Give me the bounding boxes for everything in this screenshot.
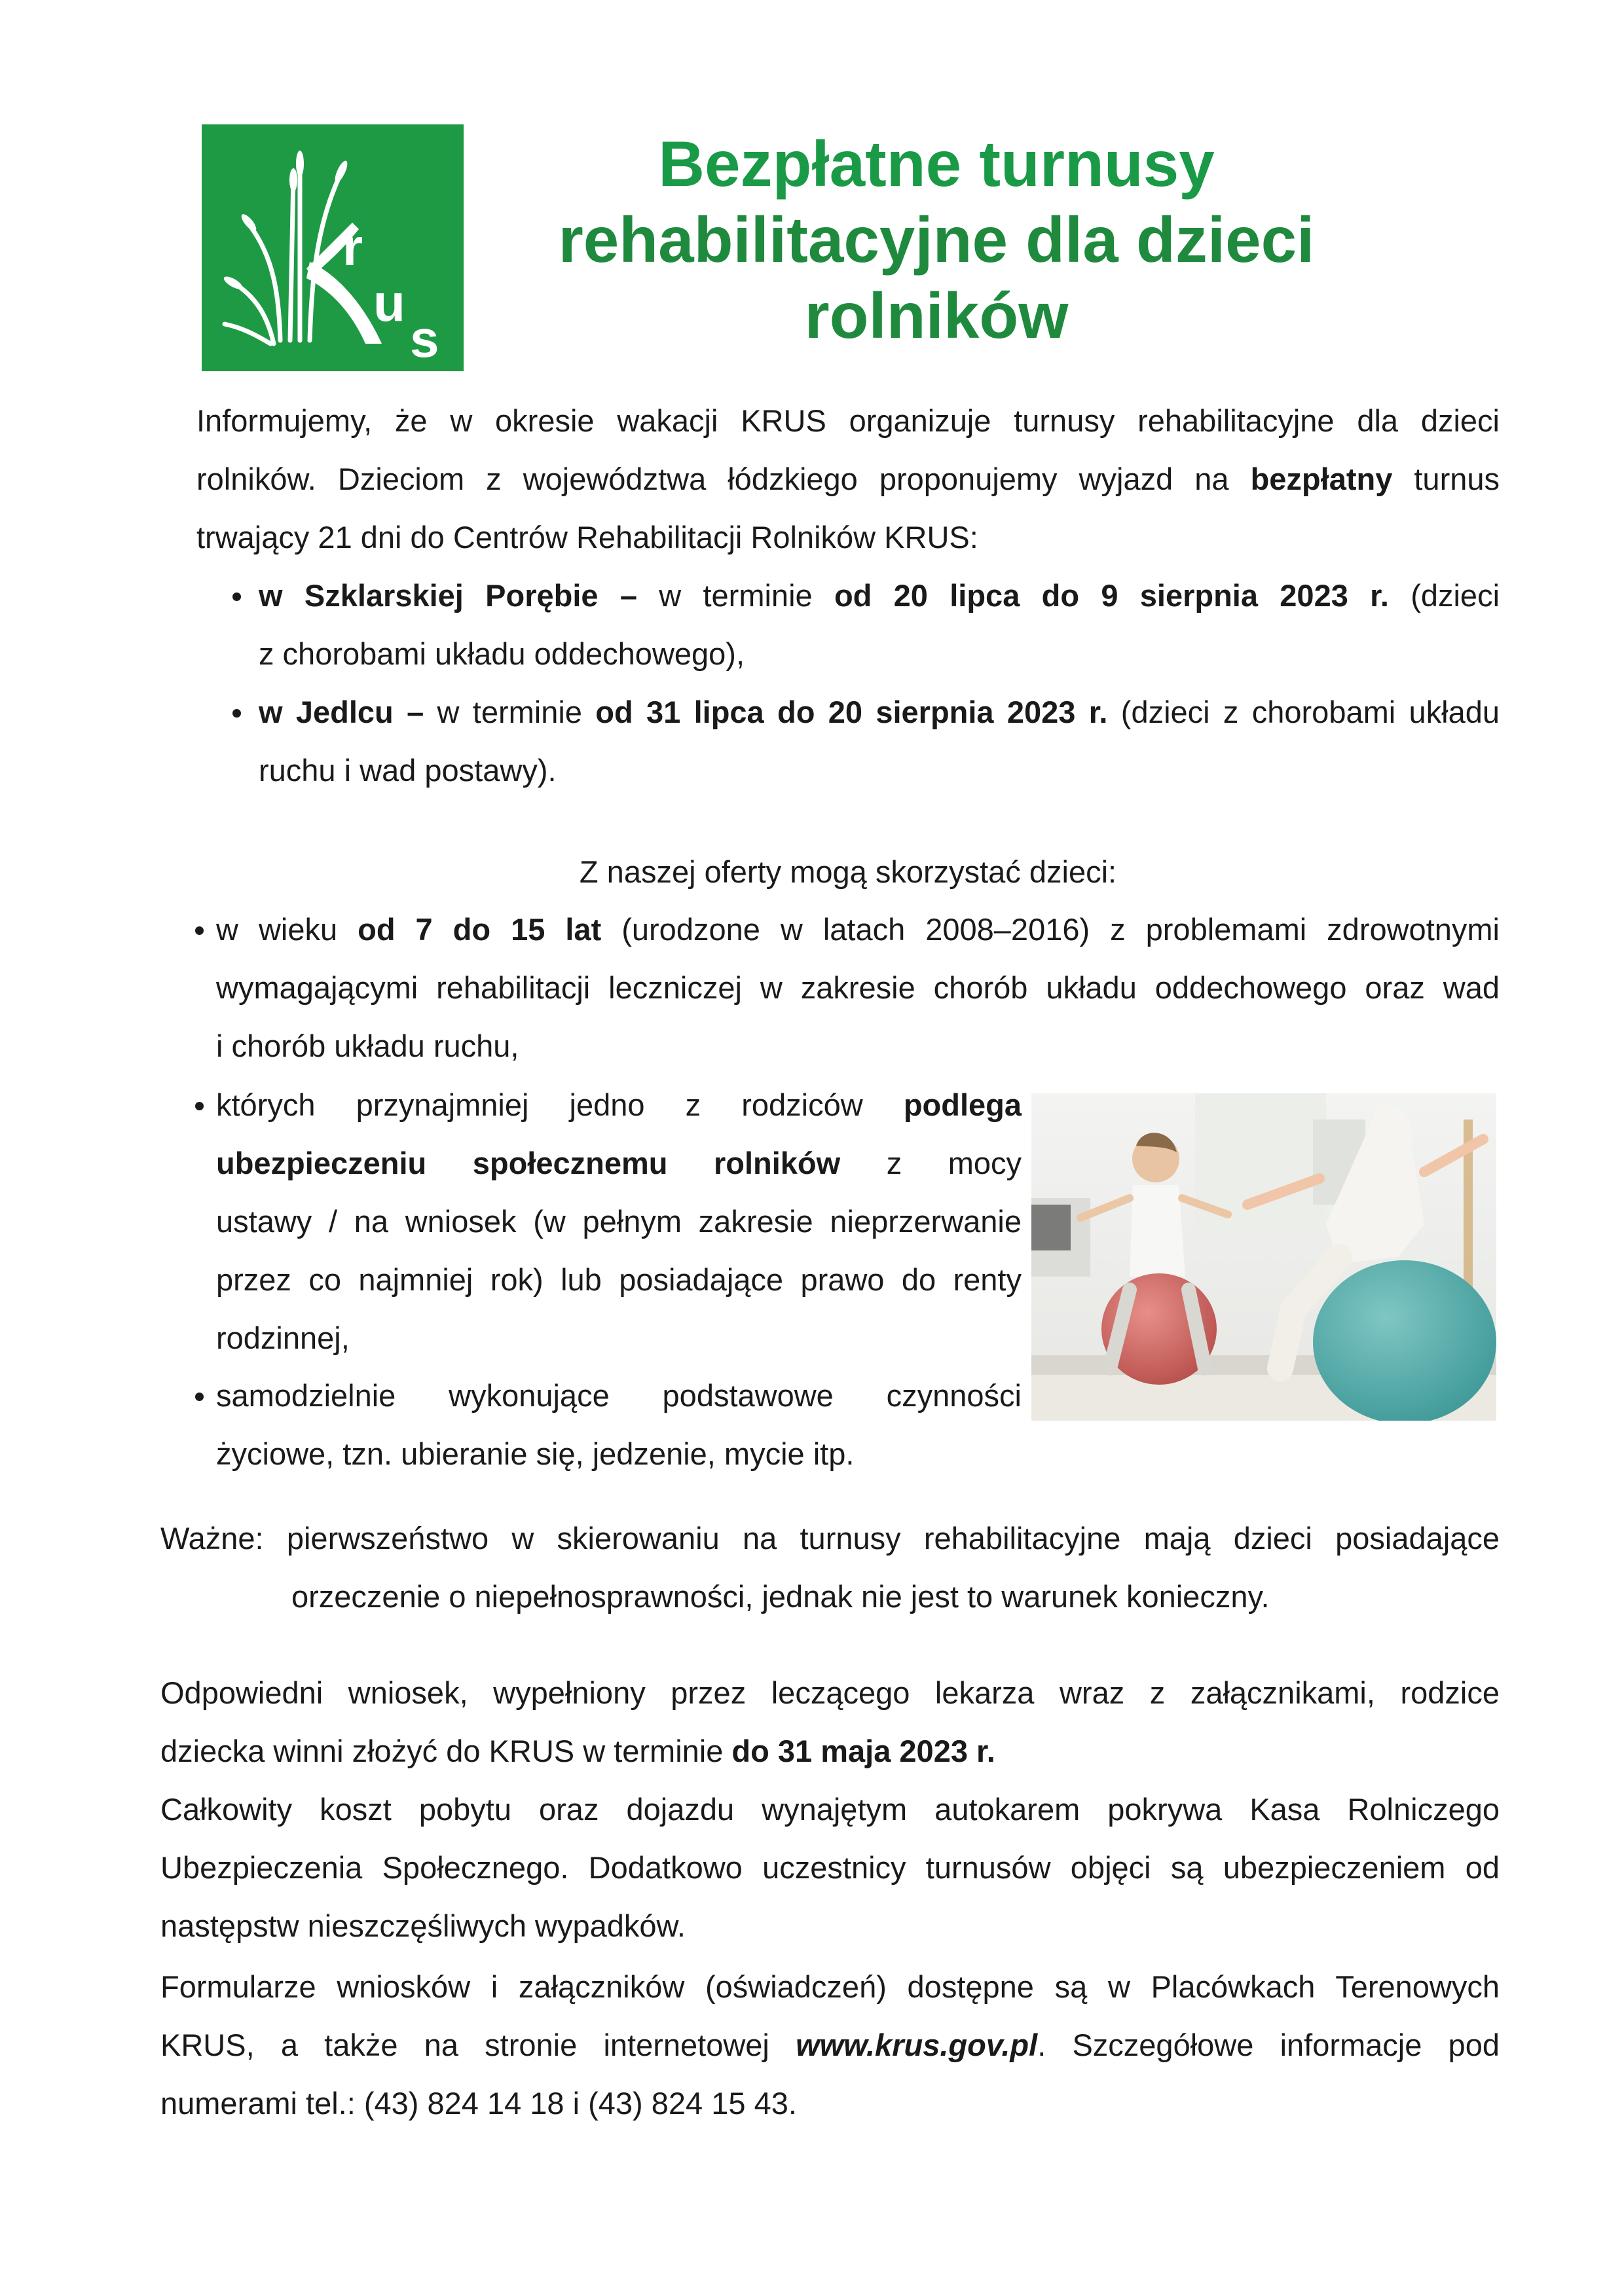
- svg-text:r: r: [342, 218, 363, 276]
- website-link[interactable]: www.krus.gov.pl: [796, 2028, 1038, 2062]
- location-item: [259, 683, 1500, 799]
- child-and-adult-exercising-on-balls-image: [1031, 1093, 1496, 1421]
- intro-paragraph: [196, 392, 1500, 566]
- forms-paragraph: Formularze wniosków i załączników (oświadczeń) dostępne są w Placówkach Terenowych KRUS, a także na stronie internetowej www.krus.gov.pl. Szczegółowe informacje pod numerami tel.: (43) 824 14 18 i (43) 824 15 43.: [160, 1969, 1500, 2121]
- title-line-2: rehabilitacyjne dla dzieci: [558, 204, 1315, 276]
- application-paragraph: Odpowiedni wniosek, wypełniony przez leczącego lekarza wraz z załącznikami, rodzice dziecka winni złożyć do KRUS w terminie do 31 maja 2023 r. Całkowity koszt pobytu oraz dojazdu wynajętym autokarem pokrywa Kasa Rolniczego Ubezpieczenia Społecznego. Dodatkowo uczestnicy turnusów objęci są ubezpieczeniem od następstw nieszczęśliwych wypadków.: [160, 1675, 1500, 1943]
- locations-list: [259, 566, 1500, 799]
- criteria-insurance: których przynajmniej jedno z rodziców podlega ubezpieczeniu społecznemu rolników z mocy ustawy / na wniosek (w pełnym zakresie nieprzerwanie przez co najmniej rok) lub posiadające prawo do renty rodzinnej,: [216, 1076, 1022, 1367]
- location-item: [259, 566, 1500, 683]
- criteria-independent: samodzielnie wykonujące podstawowe czynności życiowe, tzn. ubieranie się, jedzenie, mycie itp.: [216, 1366, 1022, 1483]
- offer-heading: Z naszej oferty mogą skorzystać dzieci:: [579, 854, 1117, 889]
- krus-logo: [202, 124, 464, 371]
- title-line-3: rolników: [804, 280, 1069, 352]
- intro-line-1: Informujemy, że w okresie wakacji KRUS organizuje turnusy rehabilitacyjne dla dzieci: [196, 403, 1500, 438]
- svg-text:s: s: [410, 310, 439, 368]
- important-note: Ważne: pierwszeństwo w skierowaniu na turnusy rehabilitacyjne mają dzieci posiadające orzeczenie o niepełnosprawności, jednak nie jest to warunek konieczny.: [160, 1521, 1500, 1614]
- svg-text:u: u: [373, 274, 405, 332]
- bullet-icon: [195, 1102, 204, 1110]
- krus-logo-icon: [202, 124, 464, 371]
- location-line-1: w Jedlcu – w terminie od 31 lipca do 20 sierpnia 2023 r. (dzieci z chorobami układu: [259, 695, 1500, 729]
- intro-line-3: trwający 21 dni do Centrów Rehabilitacji Rolników KRUS:: [196, 520, 978, 555]
- criteria-age: w wieku od 7 do 15 lat (urodzone w latach 2008–2016) z problemami zdrowotnymi wymagającymi rehabilitacji leczniczej w zakresie chorób układu oddechowego oraz wad i chorób układu ruchu,: [216, 900, 1500, 1075]
- bullet-icon: [195, 926, 204, 935]
- bullet-icon: [195, 1393, 204, 1401]
- location-line-2: z chorobami układu oddechowego),: [259, 636, 745, 671]
- title-line-1: Bezpłatne turnusy: [658, 128, 1215, 200]
- bullet-icon: [232, 592, 241, 601]
- location-line-2: ruchu i wad postawy).: [259, 753, 557, 788]
- bullet-icon: [232, 709, 241, 718]
- location-line-1: w Szklarskiej Porębie – w terminie od 20 lipca do 9 sierpnia 2023 r. (dzieci: [259, 578, 1500, 613]
- intro-line-2: rolników. Dzieciom z województwa łódzkiego proponujemy wyjazd na bezpłatny turnus: [196, 462, 1500, 496]
- page-title: [511, 126, 1362, 354]
